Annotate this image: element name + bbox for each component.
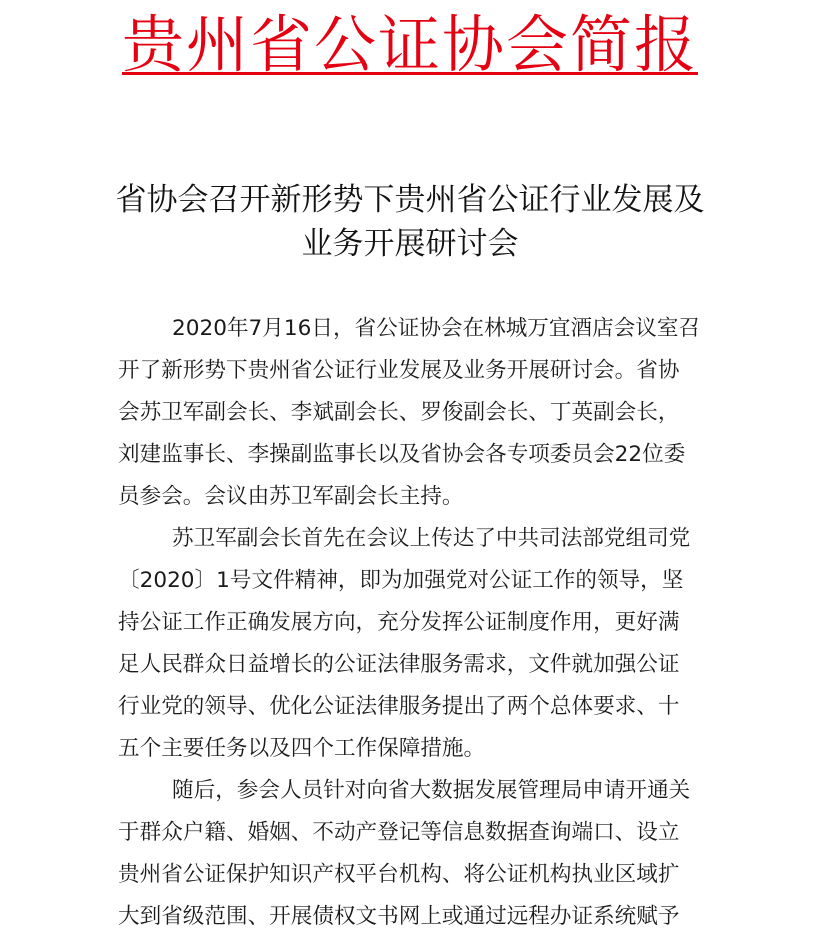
body-line: 足人民群众日益增长的公证法律服务需求，文件就加强公证 <box>118 652 680 677</box>
masthead-title: 贵州省公证协会简报 <box>121 8 698 81</box>
body-line: 2020年7月16日，省公证协会在林城万宜酒店会议室召 <box>172 316 701 341</box>
masthead <box>0 6 820 84</box>
paragraph-2 <box>118 518 698 770</box>
article-title <box>0 178 820 266</box>
article-title-line: 业务开展研讨会 <box>301 226 519 262</box>
article-body <box>118 308 701 938</box>
body-line: 于群众户籍、婚姻、不动产登记等信息数据查询端口、设立 <box>118 820 680 845</box>
body-line: 员参会。会议由苏卫军副会长主持。 <box>118 484 464 509</box>
body-line: 持公证工作正确发展方向，充分发挥公证制度作用，更好满 <box>118 610 680 635</box>
body-line: 刘建监事长、李操副监事长以及省协会各专项委员会22位委 <box>118 442 686 467</box>
paragraph-3 <box>118 770 698 938</box>
body-line: 苏卫军副会长首先在会议上传达了中共司法部党组司党 <box>172 526 691 551</box>
body-line: 大到省级范围、开展债权文书网上或通过远程办证系统赋予 <box>118 904 680 929</box>
paragraph-1 <box>118 308 701 518</box>
body-line: 行业党的领导、优化公证法律服务提出了两个总体要求、十 <box>118 694 680 719</box>
body-line: 会苏卫军副会长、李斌副会长、罗俊副会长、丁英副会长， <box>118 400 680 425</box>
article-title-line: 省协会召开新形势下贵州省公证行业发展及 <box>115 182 705 218</box>
body-line: 开了新形势下贵州省公证行业发展及业务开展研讨会。省协 <box>118 358 680 383</box>
body-line: 〔2020〕1号文件精神，即为加强党对公证工作的领导，坚 <box>118 568 684 593</box>
body-line: 五个主要任务以及四个工作保障措施。 <box>118 736 486 761</box>
body-line: 随后，参会人员针对向省大数据发展管理局申请开通关 <box>172 778 691 803</box>
body-line: 贵州省公证保护知识产权平台机构、将公证机构执业区域扩 <box>118 862 680 887</box>
